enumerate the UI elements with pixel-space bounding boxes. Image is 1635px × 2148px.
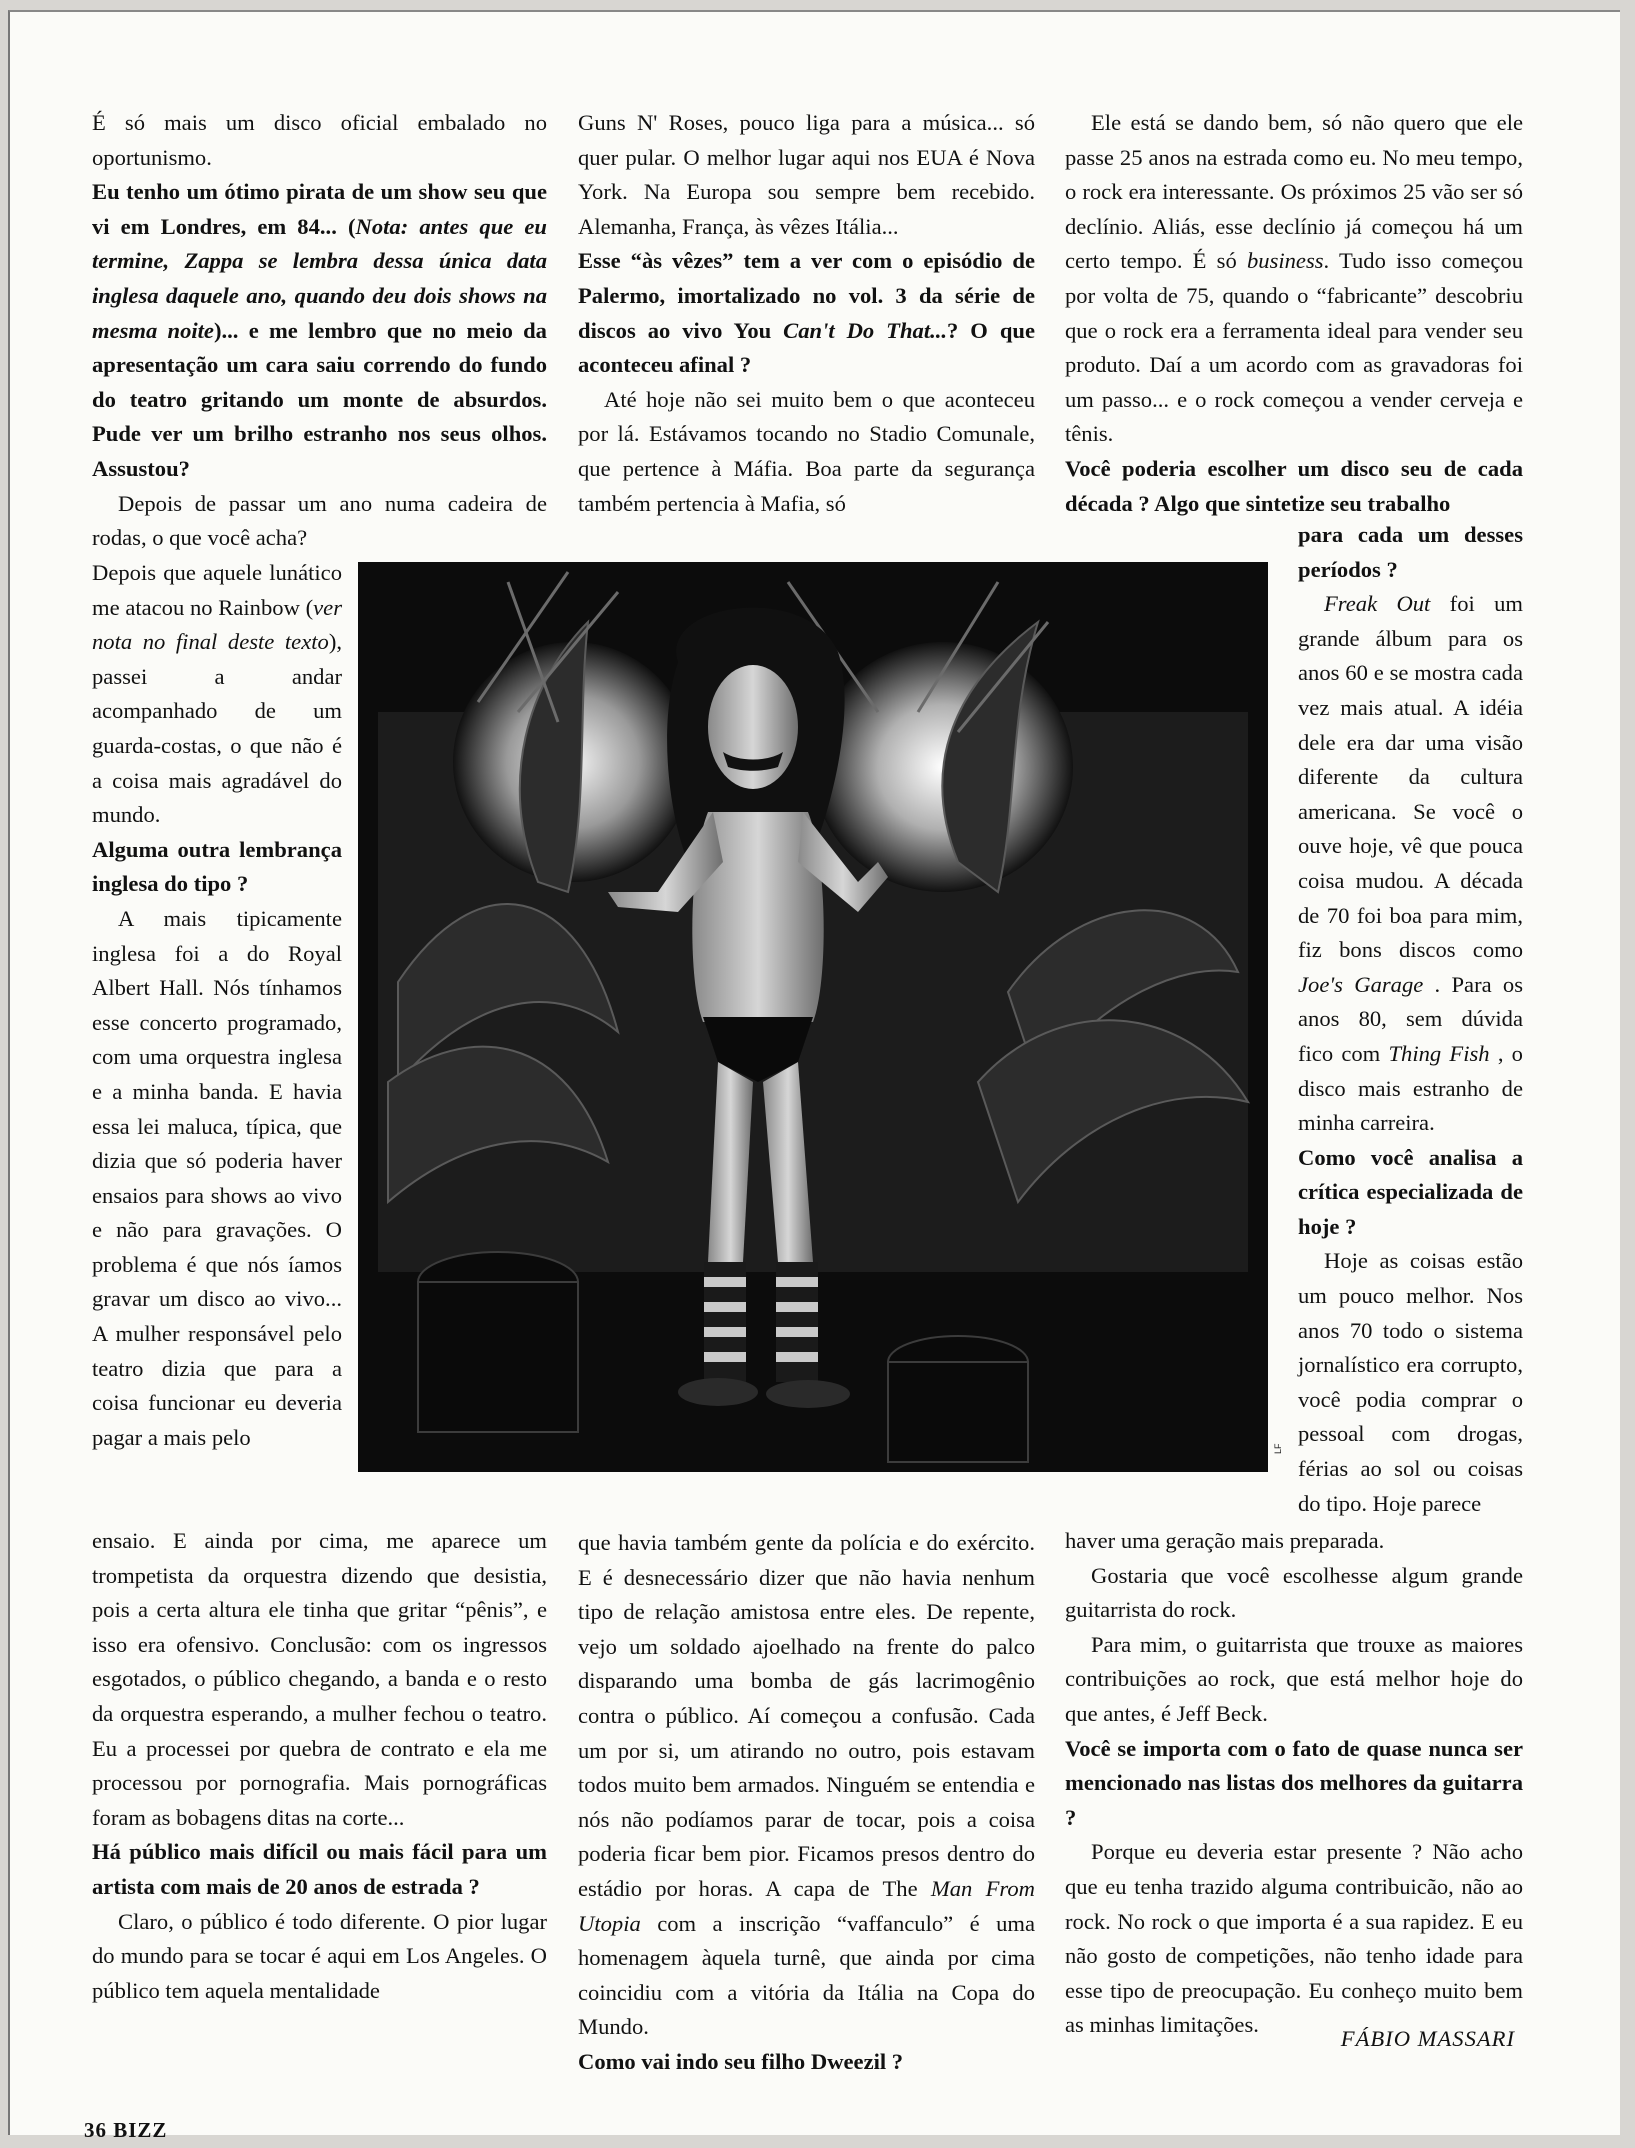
text-run: . Tudo isso começou por volta de 75, quando o “fabricante” descobriu que o rock era a ferramenta ideal para vender seu produto. Daí a um acordo com as gravadoras foi um passo... e o rock começou a vender cerveja e tênis. xyxy=(1065,248,1523,447)
text-run: foi um grande álbum para os anos 60 e se mostra cada vez mais atual. A idéia dele era dar uma visão diferente da cultura americana. Se você o ouve hoje, vê que pouca coisa mudou. A década de 70 foi boa para mim, fiz bons discos como xyxy=(1298,591,1523,963)
question-paragraph: Há público mais difícil ou mais fácil para um artista com mais de 20 anos de estrada ? xyxy=(92,1839,547,1899)
question-paragraph: Você poderia escolher um disco seu de cada década ? Algo que sintetize seu trabalho xyxy=(1065,455,1523,516)
answer-paragraph xyxy=(1298,587,1523,1141)
question-paragraph: para cada um desses períodos ? xyxy=(1298,522,1523,582)
text-run: Ele está se dando bem, só não quero que ele passe 25 anos na estrada como eu. No meu tempo, o rock era interessante. Os próximos 25 vão ser só declínio. Aliás, esse declínio já começou há um certo tempo. É só xyxy=(1065,110,1523,274)
text-run: Nota: antes que eu termine, Zappa se lembra dessa única data inglesa daquele ano, quando deu dois shows na mesma noite xyxy=(92,213,547,343)
question-paragraph xyxy=(92,175,547,486)
text-run: que havia também gente da polícia e do exército. E é desnecessário dizer que não havia nenhum tipo de relação amistosa entre eles. De repente, vejo um soldado ajoelhado na frente do palco disparando uma bomba de gás lacrimogênio contra o público. Aí começou a confusão. Cada um por si, um atirando no outro, pois estavam todos muito bem armados. Ninguém se entendia e nós não podíamos parar de tocar, pois a coisa poderia ficar bem pior. Ficamos presos dentro do estádio por horas. A capa de The xyxy=(578,1530,1035,1901)
page-folio: 36 BIZZ xyxy=(84,2118,168,2142)
question-paragraph: Você se importa com o fato de quase nunca ser mencionado nas listas dos melhores da guitarra ? xyxy=(1065,1735,1523,1830)
text-run: Eu tenho um ótimo pirata de um show seu que vi em Londres, em 84... ( xyxy=(92,179,547,239)
text-run: ), passei a andar acompanhado de um guarda-costas, o que não é a coisa mais agradável do mundo. xyxy=(92,629,342,828)
column-1-bottom xyxy=(92,1524,547,2008)
answer-paragraph xyxy=(92,556,342,833)
photo-credit: LF xyxy=(1273,1443,1283,1454)
text-run: Man From Utopia xyxy=(578,1875,1035,1936)
column-3-bottom xyxy=(1065,1524,1523,2043)
question-paragraph: Alguma outra lembrança inglesa do tipo ? xyxy=(92,836,342,897)
answer-paragraph: Guns N' Roses, pouco liga para a música... só quer pular. O melhor lugar aqui nos EUA é Nova York. Na Europa sou sempre bem recebido. Alemanha, França, às vêzes Itália... xyxy=(578,110,1035,239)
text-run: com a inscrição “vaffanculo” é uma homenagem àquela turnê, que ainda por cima coincidiu com a vitória da Itália na Copa do Mundo. xyxy=(578,1910,1035,2040)
answer-paragraph xyxy=(1065,106,1523,452)
portrait-photo xyxy=(358,562,1268,1472)
column-3-wrap xyxy=(1298,518,1523,1521)
text-run: Can't Do That... xyxy=(783,317,948,343)
photo-illustration xyxy=(358,562,1268,1472)
answer-paragraph: Até hoje não sei muito bem o que aconteceu por lá. Estávamos tocando no Stadio Comunale, que pertence à Máfia. Boa parte da segurança também pertencia à Mafia, só xyxy=(578,386,1035,516)
text-run: Esse “às vêzes” tem a ver com o episódio de Palermo, imortalizado no vol. 3 da série de discos ao vivo You xyxy=(578,248,1035,343)
column-2-bottom xyxy=(578,1526,1035,2080)
text-run: . Para os anos 80, sem dúvida fico com xyxy=(1298,971,1523,1066)
text-run: Joe's Garage xyxy=(1298,971,1424,997)
answer-paragraph: Para mim, o guitarrista que trouxe as maiores contribuições ao rock, que está melhor hoje do que antes, é Jeff Beck. xyxy=(1065,1631,1523,1726)
answer-paragraph: Hoje as coisas estão um pouco melhor. Nos anos 70 todo o sistema jornalístico era corrupto, você podia comprar o pessoal com drogas, férias ao sol ou coisas do tipo. Hoje parece xyxy=(1298,1248,1523,1516)
column-2-top xyxy=(578,106,1035,521)
text-run: ? O que aconteceu afinal ? xyxy=(578,317,1035,378)
text-run: ver nota no final deste texto xyxy=(92,594,342,655)
column-3-top xyxy=(1065,106,1523,521)
answer-paragraph: haver uma geração mais preparada. xyxy=(1065,1528,1385,1553)
answer-paragraph xyxy=(578,1526,1035,2045)
answer-paragraph: Porque eu deveria estar presente ? Não acho que eu tenha trazido alguma contribuicão, não ao rock. No rock o que importa é a sua rapidez. E eu não gosto de competições, não tenho idade para esse tipo de preocupação. Eu conheço muito bem as minhas limitações. xyxy=(1065,1839,1523,2038)
magazine-page xyxy=(8,10,1620,2142)
answer-paragraph: É só mais um disco oficial embalado no oportunismo. xyxy=(92,110,547,170)
question-paragraph: Como vai indo seu filho Dweezil ? xyxy=(578,2048,904,2074)
question-paragraph xyxy=(578,244,1035,382)
text-run: Depois que aquele lunático me atacou no Rainbow ( xyxy=(92,560,342,620)
answer-paragraph: Depois de passar um ano numa cadeira de rodas, o que você acha? xyxy=(92,490,547,551)
text-run: , o disco mais estranho de minha carreira. xyxy=(1298,1040,1523,1136)
column-1-wrap xyxy=(92,556,342,1455)
text-run: )... e me lembro que no meio da apresentação um cara saiu correndo do fundo do teatro gritando um monte de absurdos. Pude ver um brilho estranho nos seus olhos. Assustou? xyxy=(92,317,547,481)
answer-paragraph: Gostaria que você escolhesse algum grande guitarrista do rock. xyxy=(1065,1562,1523,1623)
author-signature: FÁBIO MASSARI xyxy=(1340,2026,1515,2051)
text-run: business xyxy=(1246,248,1324,274)
answer-paragraph: ensaio. E ainda por cima, me aparece um trompetista da orquestra dizendo que desistia, pois a certa altura ele tinha que gritar “pênis”, e isso era ofensivo. Conclusão: com os ingressos esgotados, o público chegando, a banda e o resto da orquestra esperando, a mulher fechou o teatro. Eu a processei por quebra de contrato e ela me processou por pornografia. Mais pornográficas foram as bobagens ditas na corte... xyxy=(92,1528,547,1830)
answer-paragraph: Claro, o público é todo diferente. O pior lugar do mundo para se tocar é aqui em Los Angeles. O público tem aquela mentalidade xyxy=(92,1908,547,2003)
text-run: Thing Fish xyxy=(1388,1040,1490,1066)
answer-paragraph: A mais tipicamente inglesa foi a do Royal Albert Hall. Nós tínhamos esse concerto programado, com uma orquestra inglesa e a minha banda. E havia essa lei maluca, típica, que dizia que só poderia haver ensaios para shows ao vivo e não para gravações. O problema é que nós íamos gravar um disco ao vivo... A mulher responsável pelo teatro dizia que para a coisa funcionar eu deveria pagar a mais pelo xyxy=(92,905,342,1450)
column-1-top xyxy=(92,106,547,556)
question-paragraph: Como você analisa a crítica especializada de hoje ? xyxy=(1298,1144,1523,1239)
text-run: Freak Out xyxy=(1324,591,1431,617)
